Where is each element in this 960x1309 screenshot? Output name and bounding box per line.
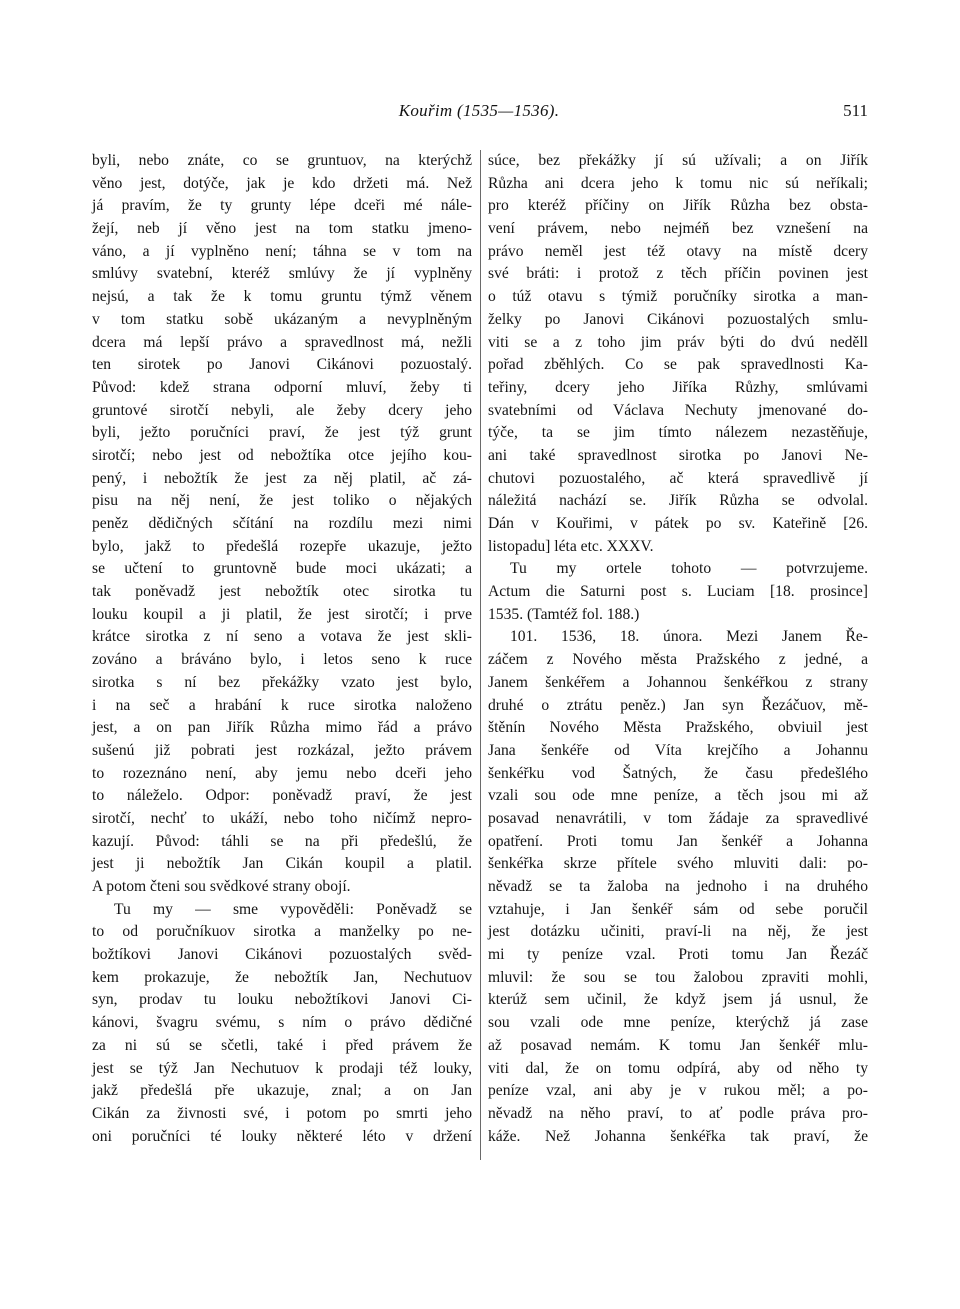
text-line: to rozeznáno není, aby jemu nebo dceři jeho xyxy=(92,764,472,782)
text-line: vztahuje, i Jan šenkéř sám od sebe poručil xyxy=(488,900,868,918)
text-line: tak poněvadž jest nebožtík otec sirotka tu xyxy=(92,583,472,601)
text-line: štěnín Nového Města Pražského, obviuil jest xyxy=(488,719,868,737)
text-line: druhé o ztrátu peněz.) Jan syn Řezáčuov, mě- xyxy=(488,696,868,714)
text-line: své bráti: i protož z těch příčin povinen jest xyxy=(488,265,868,283)
text-line: želky po Janovi Cikánovi pozuostalých smlu- xyxy=(488,310,868,328)
text-line: Dán v Kouřimi, v pátek po sv. Kateřině [26. xyxy=(488,515,868,532)
text-line: Tu my — sme vypověděli: Poněvadž se xyxy=(114,900,472,918)
text-line: louku koupil a ji platil, že jest sirotčí; i prve xyxy=(92,605,472,623)
text-line: týče, ta se jim tímto nálezem nezastěňuje, xyxy=(488,424,868,442)
text-line: něvadž na něho praví, to ať podle práva pro- xyxy=(488,1104,868,1122)
text-line: Růzha ani dcera jeho k tomu nic sú neříkali; xyxy=(488,174,868,192)
text-line: kem prokazuje, že nebožtík Jan, Nechutuov xyxy=(92,968,472,986)
text-line: súce, bez překážky jí sú užívali; a on Jiřík xyxy=(488,152,868,169)
text-line: nejsú, a tak že k tomu gruntu týmž věnem xyxy=(92,288,472,306)
text-line: posavad nenavrátili, v tom žádaje za spravedlivé xyxy=(488,809,868,827)
text-line: to náleželo. Odpor: poněvadž praví, že jest xyxy=(92,787,472,805)
text-line: záčem z Nového města Pražského z jedné, a xyxy=(488,651,868,669)
text-line: opatření. Proti tomu Jan šenkéř a Johanna xyxy=(488,832,868,850)
text-line: až posavad nemám. K tomu Jan šenkéř mlu- xyxy=(488,1036,868,1054)
text-line: peníze vzal, ani aby je v rukou měl; a po- xyxy=(488,1082,868,1100)
column-divider xyxy=(480,150,481,1160)
text-line: váno, a jí vyplněno není; táhna se v tom na xyxy=(92,242,472,260)
text-line: vzali sou ode mne peníze, a těch jsou mi až xyxy=(488,787,868,805)
text-line: kánovi, švagru svému, s ním o právo dědičné xyxy=(92,1014,472,1032)
text-line: Tu my ortele tohoto — potvrzujeme. xyxy=(510,560,868,578)
text-line: 1535. (Tamtéž fol. 188.) xyxy=(488,605,640,623)
text-line: bylo, jakž to předešlá rozepře ukazuje, ježto xyxy=(92,537,472,555)
text-line: 101. 1536, 18. února. Mezi Janem Ře- xyxy=(510,628,868,646)
text-line: pisu na něj není, že jest toliko o nějakých xyxy=(92,492,472,510)
text-line: sirotčí; nebo jest od nebožtíka otce jejího kou- xyxy=(92,446,472,464)
text-line: teřiny, dcery jeho Jiříka Růzhy, smlúvami xyxy=(488,378,868,396)
text-line: smlúvy svatební, kteréž smlúvy že jí vyplněny xyxy=(92,265,472,283)
text-line: viti dal, že on tomu odpírá, aby od něho ty xyxy=(488,1059,868,1077)
text-line: právo neměl jest též otavy na místě dcery xyxy=(488,242,868,260)
text-line: krátce sirotka z ní seno a votava že jest skli- xyxy=(92,628,472,646)
text-line: jest, a on pan Jiřík Růzha mimo řád a právo xyxy=(92,719,472,737)
text-line: Původ: kdež strana odporní mluví, žeby ti xyxy=(92,378,472,396)
text-line: vení právem, nebo nejméň bez vznešení na xyxy=(488,220,868,238)
text-line: viti se a z toho jim práv býti do dvú neděll xyxy=(488,333,868,351)
right-text-column xyxy=(488,150,868,1148)
text-line: to od poručníkuov sirotka a manželky po ne- xyxy=(92,923,472,941)
text-line: já pravím, že ty grunty lépe dceři mé nále- xyxy=(92,197,472,215)
text-line: káže. Než Johanna šenkéřka tak praví, že xyxy=(488,1127,868,1145)
text-line: sou vzali ode mne peníze, kterýchž já zase xyxy=(488,1014,868,1032)
text-line: pený, i nebožtík že jest za něj platil, ač zá- xyxy=(92,469,472,487)
text-line: pořad zběhlých. Co se pak spravedlnosti Ka- xyxy=(488,356,868,374)
text-line: jest dotázku učiniti, praví-li na něj, že jest xyxy=(488,923,868,941)
running-head xyxy=(90,101,868,125)
text-line: věno jest, dotýče, jak je kdo držeti má. Než xyxy=(92,174,472,192)
text-line: chutovi pozuostalého, ač která spravedlivě jí xyxy=(488,469,868,487)
text-line: něvadž se ta žaloba na jednoho i na druhého xyxy=(488,878,868,895)
left-text-column xyxy=(92,150,472,1148)
text-line: sirotčí, nechť to ukáží, nebo toho ničímž nepro- xyxy=(92,809,472,827)
text-line: dcera má lepší právo a spravedlnost má, nežli xyxy=(92,333,472,351)
text-line: náležitá nachází se. Jiřík Růzha se odvolal. xyxy=(488,492,868,510)
text-line: Actum die Saturni post s. Luciam [18. prosince] xyxy=(488,583,868,601)
text-line: za ni sú se sčetli, také i před právem že xyxy=(92,1036,472,1054)
text-line: kterúž sem učinil, že když jsem já usnul, že xyxy=(488,991,868,1009)
text-line: Janem šenkéřem a Johannou šenkéřkou z strany xyxy=(488,673,868,691)
text-line: pro kteréž příčiny on Jiřík Růzha bez obsta- xyxy=(488,197,868,215)
text-line: syn, prodav tu louku nebožtíkovi Janovi Ci- xyxy=(92,991,472,1009)
text-line: v tom statku sobě ukázaným a nevyplněným xyxy=(92,310,472,328)
text-line: jest ji nebožtík Jan Cikán koupil a platil. xyxy=(92,855,472,873)
text-line: svatebními od Václava Nechuty jmenované do- xyxy=(488,401,868,419)
text-line: šenkéřku vod Šatných, že času předešlého xyxy=(488,764,868,782)
running-title: Kouřim (1535—1536). xyxy=(398,101,560,120)
text-line: jest se týž Jan Nechutuov k prodaji též louky, xyxy=(92,1059,472,1077)
text-line: gruntové sirotčí nebyli, ale žeby dcery jeho xyxy=(92,401,472,419)
text-line: božtíkovi Janovi Cikánovi pozuostalých svěd- xyxy=(92,946,472,964)
text-line: se učtení to gruntovně bude moci ukázati; a xyxy=(92,560,472,578)
text-line: byli, ježto poručníci praví, že jest týž grunt xyxy=(92,424,472,442)
text-line: jakž předešlá pře ukazuje, znal; a on Jan xyxy=(92,1082,472,1100)
text-line: sušenú již pobrati jest rozkázal, ježto právem xyxy=(92,741,472,759)
text-line: listopadu] léta etc. XXXV. xyxy=(488,537,654,555)
text-line: A potom čteni sou svědkové strany obojí. xyxy=(92,878,351,895)
text-line: ani také spravedlnost sirotka po Janovi Ne- xyxy=(488,446,868,464)
text-line: kazují. Původ: táhli se na při předešlú, že xyxy=(92,832,472,850)
text-line: ten sirotek po Janovi Cikánovi pozuostalý. xyxy=(92,356,472,374)
text-line: šenkéřka skrze přítele svého mluviti dali: po- xyxy=(488,855,868,873)
text-line: o túž otavu s týmiž poručníky sirotka a man- xyxy=(488,288,868,306)
text-line: peněz dědičných sčítání na rozdílu mezi nimi xyxy=(92,515,472,532)
text-line: žejí, neb jí věno jest na tom statku jmeno- xyxy=(92,220,472,238)
text-line: mi ty peníze vzal. Proti tomu Jan Řezáč xyxy=(488,946,868,964)
text-line: mluvil: že sou se tou žalobou zpraviti mohli, xyxy=(488,968,868,986)
text-line: Cikán za živnosti své, i potom po smrti jeho xyxy=(92,1104,472,1122)
text-line: sirotka s ní bez překážky vzato jest bylo, xyxy=(92,673,472,691)
text-line: oni poručníci té louky některé léto v držení xyxy=(92,1127,472,1145)
text-line: zováno a bráváno bylo, i letos seno k ruce xyxy=(92,651,472,669)
page-number: 511 xyxy=(843,101,868,120)
text-line: i na seč a hrabání k ruce sirotka naloženo xyxy=(92,696,472,714)
text-line: byli, nebo znáte, co se gruntuov, na kterýchž xyxy=(92,152,472,169)
text-line: Jana šenkéře od Víta krejčího a Johannu xyxy=(488,741,868,759)
